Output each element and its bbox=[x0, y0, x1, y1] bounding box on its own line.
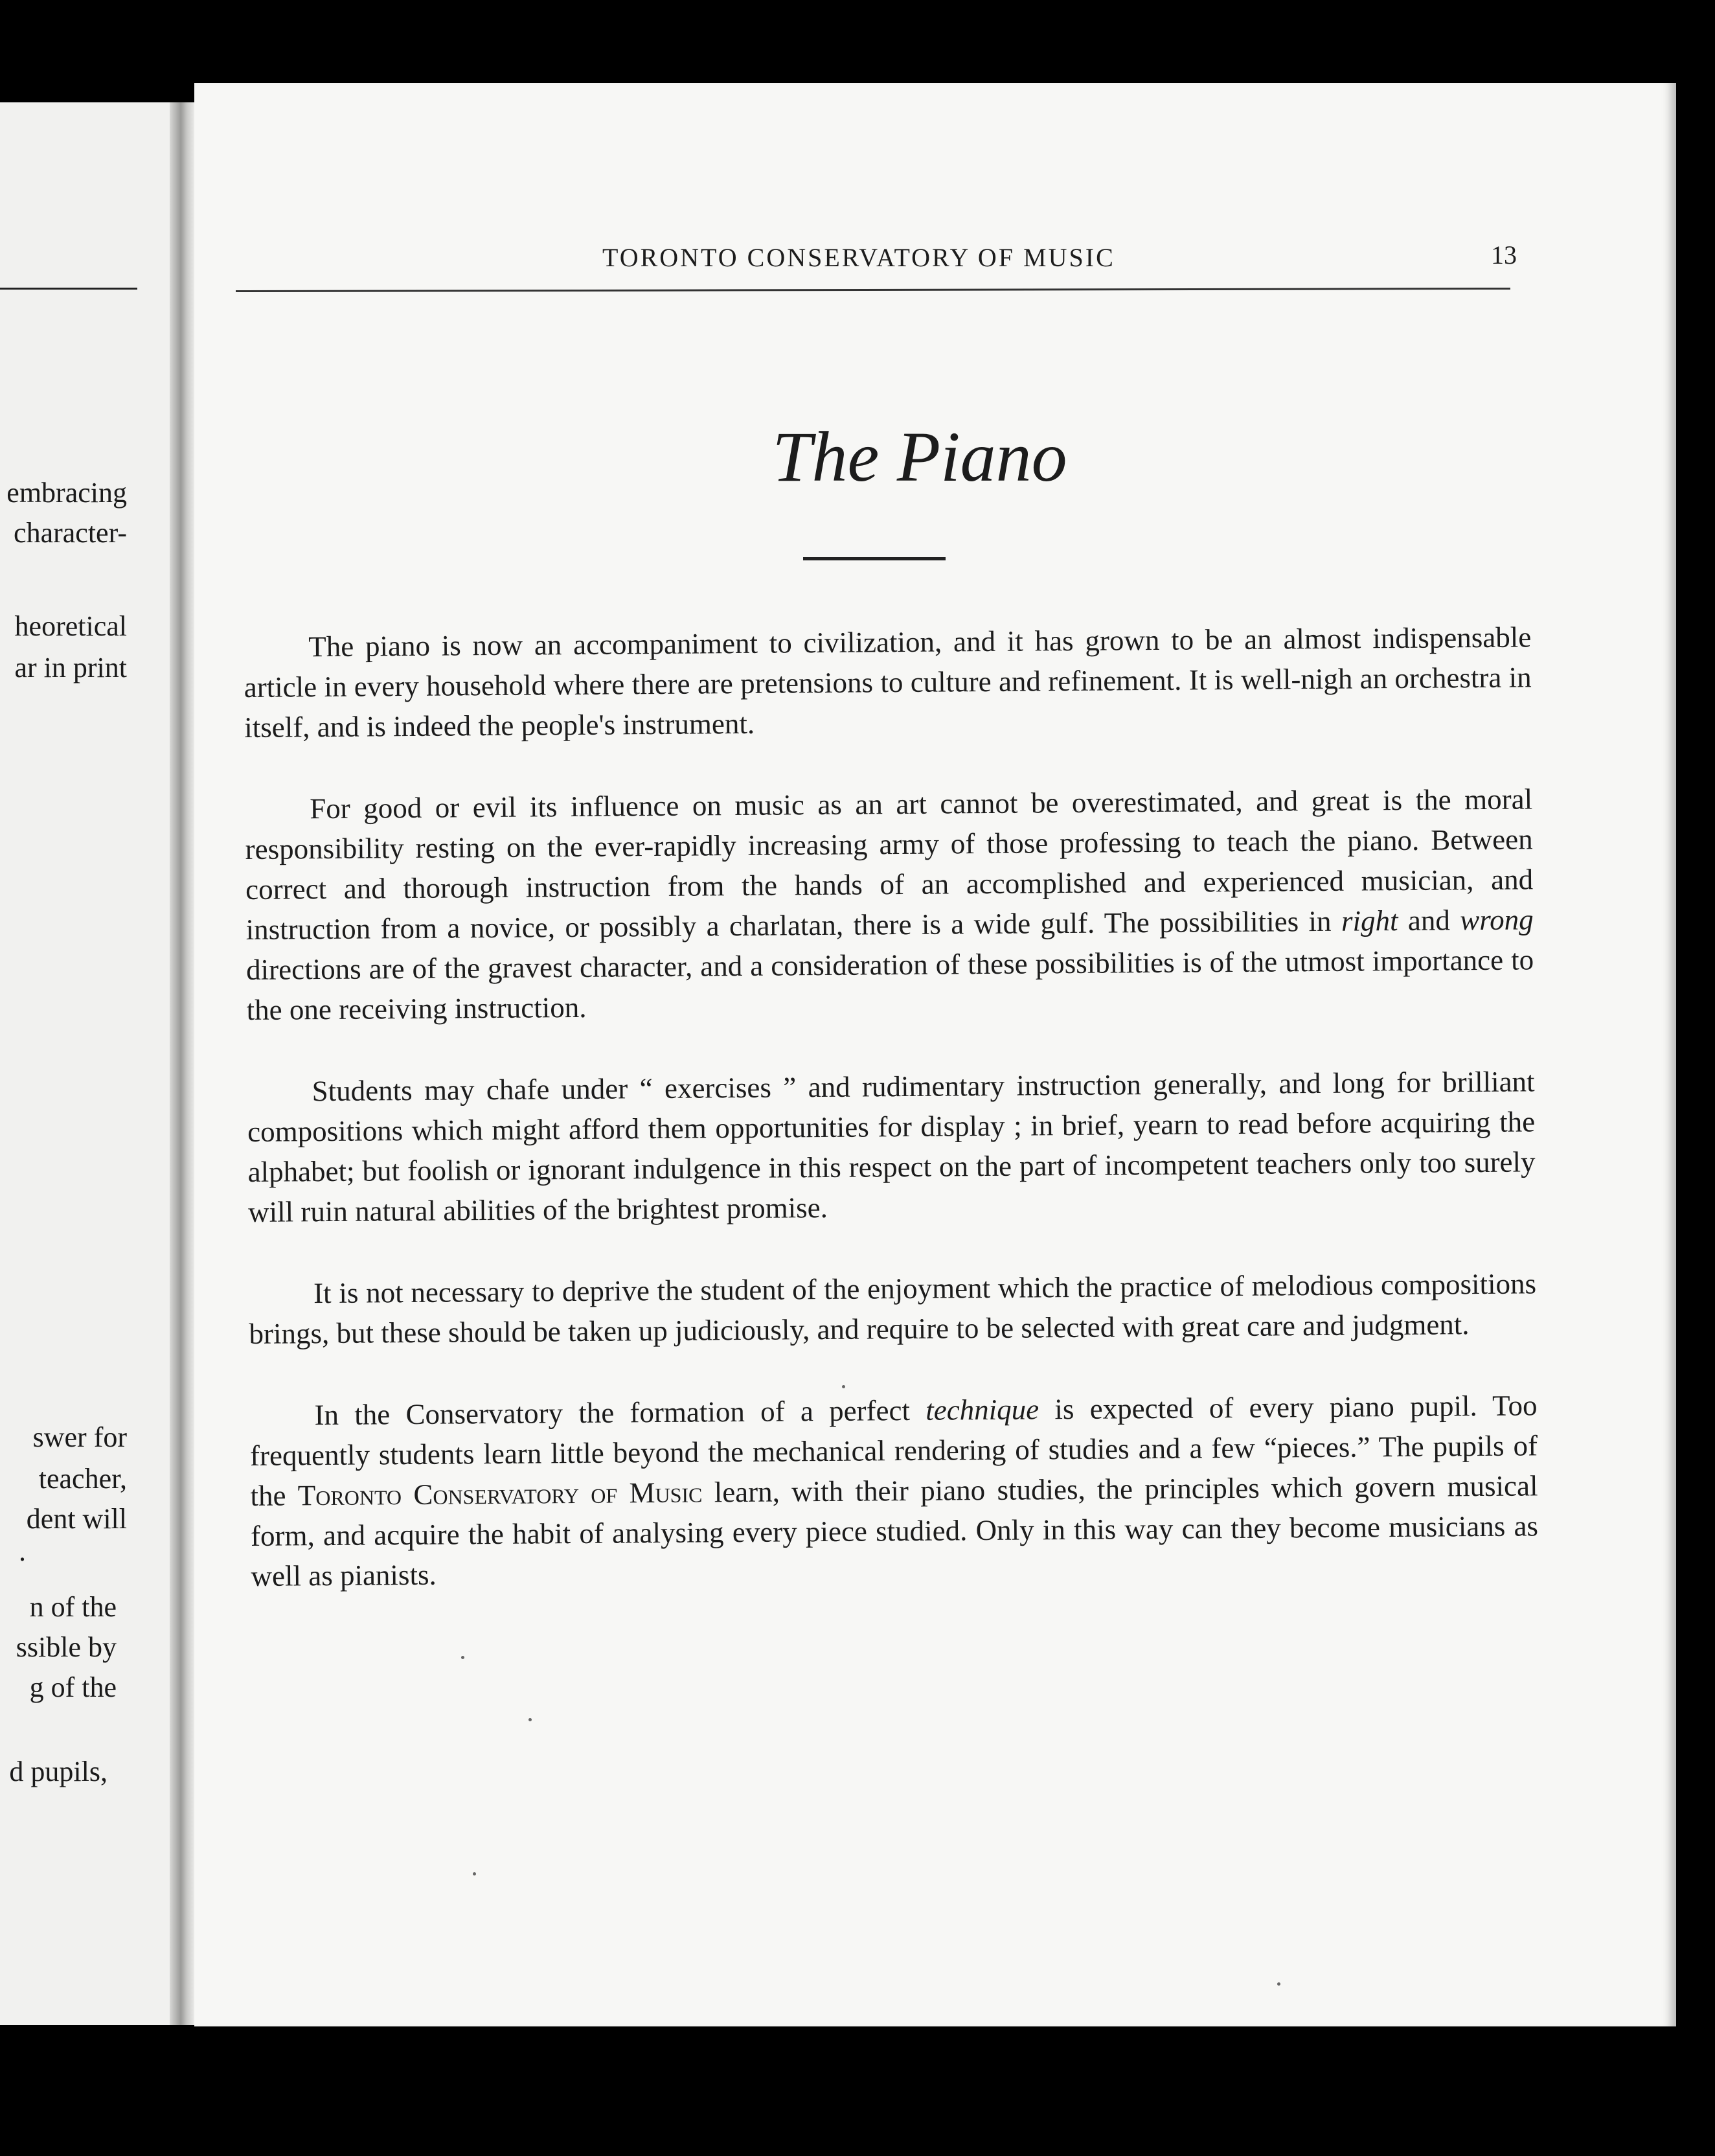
left-fragment: teacher, bbox=[38, 1463, 127, 1495]
left-fragment: character- bbox=[14, 517, 127, 549]
left-fragment: swer for bbox=[32, 1421, 127, 1453]
emphasis: wrong bbox=[1460, 903, 1534, 937]
right-page bbox=[194, 83, 1676, 2026]
left-fragment: heoretical bbox=[14, 610, 127, 642]
left-page bbox=[0, 102, 188, 2025]
left-fragment: n of the bbox=[29, 1591, 117, 1623]
text-run: For good or evil its influence on music as an art cannot be overestimated, and great is the moral responsibility resting on the ever-rapidly increasing army of those professing to teach the piano. Between correct and thorough instruction from the hands of an accomplished and experienced musician, and instruction from a novice, or possibly a charlatan, there is a wide gulf. The possibilities in bbox=[245, 783, 1534, 946]
page-number: 13 bbox=[1491, 240, 1517, 270]
left-fragment: ssible by bbox=[16, 1631, 117, 1663]
left-fragment: dent will bbox=[26, 1503, 127, 1535]
page-title: The Piano bbox=[772, 417, 1067, 496]
paragraph: It is not necessary to deprive the student of the enjoyment which the practice of melodious compositions brings, but these should be taken up judiciously, and require to be selected with great care and judgment. bbox=[249, 1267, 1537, 1350]
left-fragment: . bbox=[19, 1535, 26, 1567]
title-rule bbox=[803, 557, 946, 560]
text-run: and bbox=[1407, 904, 1451, 937]
paragraph: The piano is now an accompaniment to civilization, and it has grown to be an almost indispensable article in every household where there are pretensions to culture and refinement. It is well-nigh an orchestra in itself, and is indeed the people's instrument. bbox=[244, 621, 1532, 744]
left-fragment: g of the bbox=[29, 1671, 117, 1703]
left-fragment: d pupils, bbox=[9, 1756, 108, 1787]
emphasis: technique bbox=[926, 1393, 1039, 1427]
text-run: In the Conservatory the formation of a perfect bbox=[314, 1393, 911, 1432]
left-page-rule bbox=[0, 288, 137, 290]
dust-speck bbox=[461, 1656, 464, 1659]
emphasis: right bbox=[1341, 904, 1398, 937]
text-run: learn, with their piano studies, the principles which govern musical form, and acquire the habit of analysing every piece studied. Only in this way can they become musicians as well as pianists. bbox=[250, 1469, 1539, 1592]
book-gutter bbox=[170, 102, 194, 2025]
paragraph: Students may chafe under “ exercises ” and rudimentary instruction generally, and long for brilliant compositions which might afford them opportunities for display ; in brief, yearn to read before acquiring the alphabet; but foolish or ignorant indulgence in this respect on the part of incompetent teachers only too surely will ruin natural abilities of the brightest promise. bbox=[247, 1065, 1536, 1228]
header-rule bbox=[236, 288, 1510, 292]
running-header: TORONTO CONSERVATORY OF MUSIC bbox=[602, 243, 1115, 272]
dust-speck bbox=[1277, 1982, 1280, 1986]
dust-speck bbox=[842, 1385, 845, 1388]
dust-speck bbox=[528, 1718, 532, 1721]
text-run: directions are of the gravest character, and a consideration of these possibilities is of the utmost importance to the one receiving instruction. bbox=[245, 943, 1534, 1026]
left-fragment: ar in print bbox=[14, 652, 127, 683]
left-fragment: embracing bbox=[6, 477, 127, 509]
paragraph bbox=[245, 779, 1534, 1030]
body-text bbox=[244, 617, 1539, 1638]
text-run: is expected of every piano pupil. Too frequently students learn little beyond the mechanical rendering of studies and a few “pieces.” The pupils of the bbox=[249, 1389, 1538, 1512]
small-caps-name: Toronto Conservatory of Music bbox=[297, 1476, 703, 1512]
dust-speck bbox=[473, 1872, 476, 1875]
paragraph bbox=[249, 1385, 1538, 1596]
